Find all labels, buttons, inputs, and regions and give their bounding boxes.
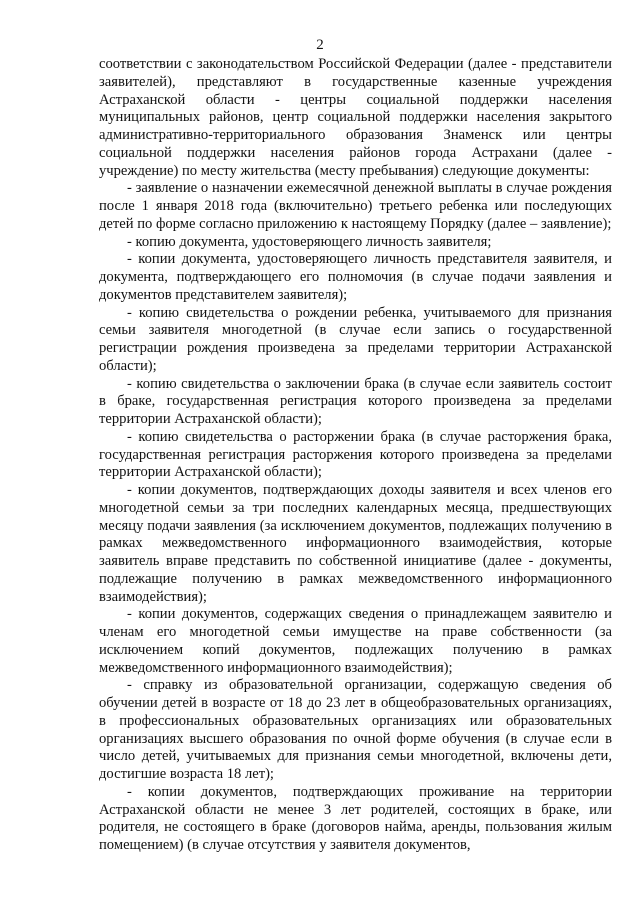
paragraph-item-marriage-certificate: - копию свидетельства о заключении брака (в случае если заявитель состоит в браке, государственная регистрация которого произведена за пределами территории Астраханской области); — [99, 375, 612, 427]
document-body — [99, 56, 612, 855]
paragraph-item-residence-documents: - копии документов, подтверждающих проживание на территории Астраханской области не менее 3 лет родителей, состоящих в браке, или родителя, не состоящего в браке (договоров найма, аренды, пользования жилым помещением) (в случае отсутствия у заявителя документов, — [99, 783, 612, 853]
paragraph-item-application: - заявление о назначении ежемесячной денежной выплаты в случае рождения после 1 января 2018 года (включительно) третьего ребенка или последующих детей по форме согласно приложению к настоящему Порядку (далее – заявление); — [99, 180, 612, 232]
paragraph-item-applicant-id: - копию документа, удостоверяющего личность заявителя; — [127, 233, 492, 250]
paragraph-item-divorce-certificate: - копию свидетельства о расторжении брака (в случае расторжения брака, государственная регистрация расторжения которого произведена за пределами территории Астраханской области); — [99, 428, 612, 481]
paragraph-intro: соответствии с законодательством Российской Федерации (далее - представители заявителей), представляют в государственные казенные учреждения Астраханской области - центры социальной поддержки населения муниципальных районов, центр социальной поддержки населения закрытого административно-территориального образования Знаменск или центры социальной поддержки населения районов города Астрахани (далее - учреждение) по месту жительства (месту пребывания) следующие документы: — [99, 56, 612, 179]
paragraph-item-education-certificate: - справку из образовательной организации, содержащую сведения об обучении детей в возрасте от 18 до 23 лет в общеобразовательных организациях, в профессиональных образовательных организациях или образовательных организациях высшего образования по очной форме обучения (в случае если в число детей, учитываемых для признания семьи многодетной, включены дети, достигшие возраста 18 лет); — [99, 677, 612, 782]
page-number: 2 — [316, 37, 324, 53]
paragraph-item-income-documents: - копии документов, подтверждающих доходы заявителя и всех членов его многодетной семьи за три последних календарных месяца, предшествующих месяцу подачи заявления (за исключением документов, подлежащих получению в рамках межведомственного информационного взаимодействия, которые заявитель вправе представить по собственной инициативе (далее - документы, подлежащие получению в рамках межведомственного информационного взаимодействия); — [99, 482, 612, 605]
paragraph-item-representative-id: - копии документа, удостоверяющего личность представителя заявителя, и документа, подтверждающего его полномочия (в случае подачи заявления и документов представителем заявителя); — [99, 251, 612, 303]
paragraph-item-birth-certificate: - копию свидетельства о рождении ребенка, учитываемого для признания семьи заявителя многодетной (в случае если запись о государственной регистрации рождения произведена за пределами территории Астраханской области); — [99, 304, 612, 374]
paragraph-item-property-documents: - копии документов, содержащих сведения о принадлежащем заявителю и членам его многодетной семьи имуществе на праве собственности (за исключением копий документов, подлежащих получению в рамках межведомственного информационного взаимодействия); — [99, 606, 612, 676]
